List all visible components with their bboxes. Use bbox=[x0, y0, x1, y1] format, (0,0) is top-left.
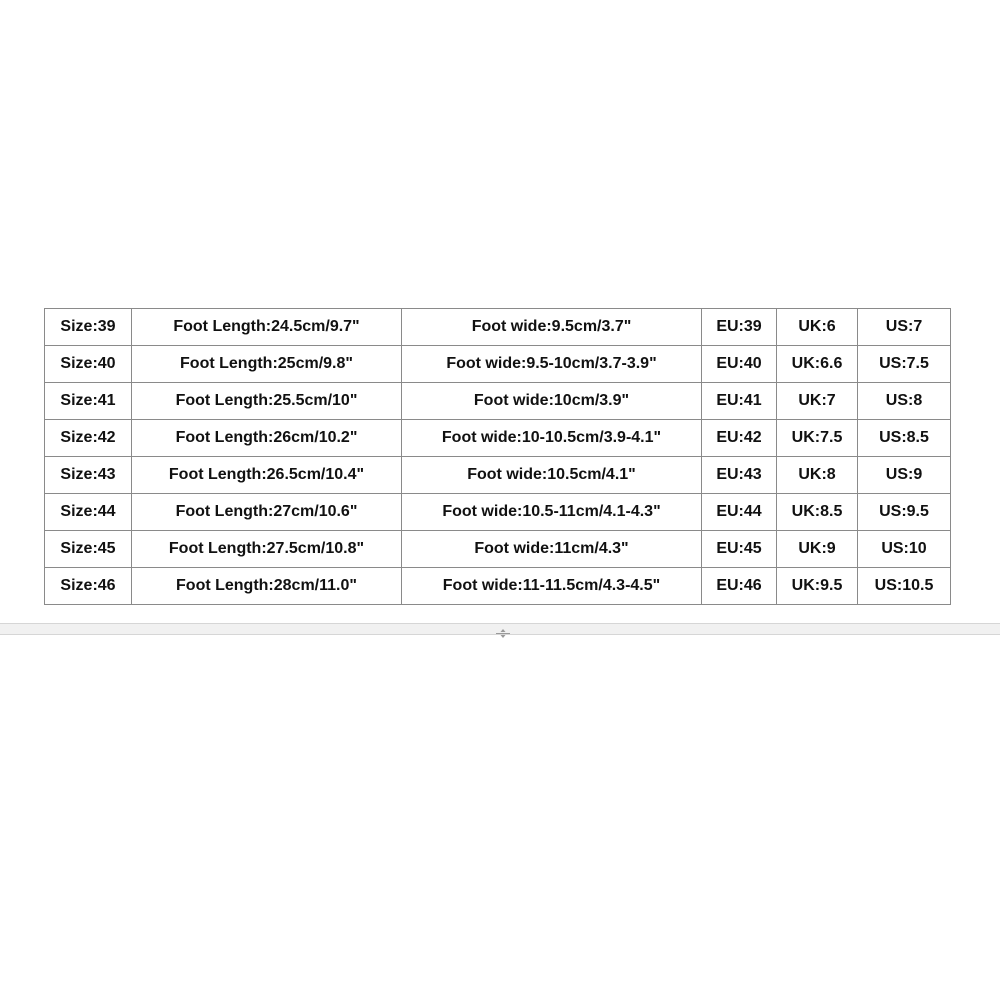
size-cell: Size:40 bbox=[45, 346, 132, 383]
uk-size-cell: UK:8 bbox=[777, 457, 858, 494]
size-cell: Size:44 bbox=[45, 494, 132, 531]
splitter-bar[interactable] bbox=[0, 623, 1000, 635]
eu-size-cell: EU:46 bbox=[702, 568, 777, 605]
table-row bbox=[45, 420, 951, 457]
foot-length-cell: Foot Length:24.5cm/9.7" bbox=[132, 309, 402, 346]
foot-wide-cell: Foot wide:10.5-11cm/4.1-4.3" bbox=[402, 494, 702, 531]
table-row bbox=[45, 494, 951, 531]
foot-wide-cell: Foot wide:10.5cm/4.1" bbox=[402, 457, 702, 494]
foot-length-cell: Foot Length:27.5cm/10.8" bbox=[132, 531, 402, 568]
table-row bbox=[45, 457, 951, 494]
us-size-cell: US:7 bbox=[858, 309, 951, 346]
foot-wide-cell: Foot wide:11cm/4.3" bbox=[402, 531, 702, 568]
foot-wide-cell: Foot wide:11-11.5cm/4.3-4.5" bbox=[402, 568, 702, 605]
foot-length-cell: Foot Length:25cm/9.8" bbox=[132, 346, 402, 383]
table-row bbox=[45, 309, 951, 346]
foot-wide-cell: Foot wide:9.5cm/3.7" bbox=[402, 309, 702, 346]
eu-size-cell: EU:45 bbox=[702, 531, 777, 568]
size-cell: Size:39 bbox=[45, 309, 132, 346]
foot-wide-cell: Foot wide:9.5-10cm/3.7-3.9" bbox=[402, 346, 702, 383]
eu-size-cell: EU:40 bbox=[702, 346, 777, 383]
table-row bbox=[45, 383, 951, 420]
foot-length-cell: Foot Length:26cm/10.2" bbox=[132, 420, 402, 457]
us-size-cell: US:10 bbox=[858, 531, 951, 568]
table-row bbox=[45, 531, 951, 568]
uk-size-cell: UK:7 bbox=[777, 383, 858, 420]
us-size-cell: US:8.5 bbox=[858, 420, 951, 457]
foot-wide-cell: Foot wide:10cm/3.9" bbox=[402, 383, 702, 420]
size-cell: Size:43 bbox=[45, 457, 132, 494]
foot-length-cell: Foot Length:27cm/10.6" bbox=[132, 494, 402, 531]
table-row bbox=[45, 346, 951, 383]
us-size-cell: US:10.5 bbox=[858, 568, 951, 605]
table-row bbox=[45, 568, 951, 605]
uk-size-cell: UK:9 bbox=[777, 531, 858, 568]
size-cell: Size:42 bbox=[45, 420, 132, 457]
uk-size-cell: UK:9.5 bbox=[777, 568, 858, 605]
size-cell: Size:46 bbox=[45, 568, 132, 605]
foot-wide-cell: Foot wide:10-10.5cm/3.9-4.1" bbox=[402, 420, 702, 457]
uk-size-cell: UK:8.5 bbox=[777, 494, 858, 531]
size-cell: Size:45 bbox=[45, 531, 132, 568]
us-size-cell: US:9 bbox=[858, 457, 951, 494]
us-size-cell: US:7.5 bbox=[858, 346, 951, 383]
resize-handle-icon[interactable] bbox=[495, 625, 511, 634]
foot-length-cell: Foot Length:25.5cm/10" bbox=[132, 383, 402, 420]
uk-size-cell: UK:7.5 bbox=[777, 420, 858, 457]
eu-size-cell: EU:42 bbox=[702, 420, 777, 457]
foot-length-cell: Foot Length:26.5cm/10.4" bbox=[132, 457, 402, 494]
foot-length-cell: Foot Length:28cm/11.0" bbox=[132, 568, 402, 605]
eu-size-cell: EU:41 bbox=[702, 383, 777, 420]
uk-size-cell: UK:6 bbox=[777, 309, 858, 346]
eu-size-cell: EU:43 bbox=[702, 457, 777, 494]
eu-size-cell: EU:39 bbox=[702, 309, 777, 346]
eu-size-cell: EU:44 bbox=[702, 494, 777, 531]
us-size-cell: US:8 bbox=[858, 383, 951, 420]
us-size-cell: US:9.5 bbox=[858, 494, 951, 531]
size-cell: Size:41 bbox=[45, 383, 132, 420]
size-chart-table bbox=[44, 308, 951, 605]
uk-size-cell: UK:6.6 bbox=[777, 346, 858, 383]
